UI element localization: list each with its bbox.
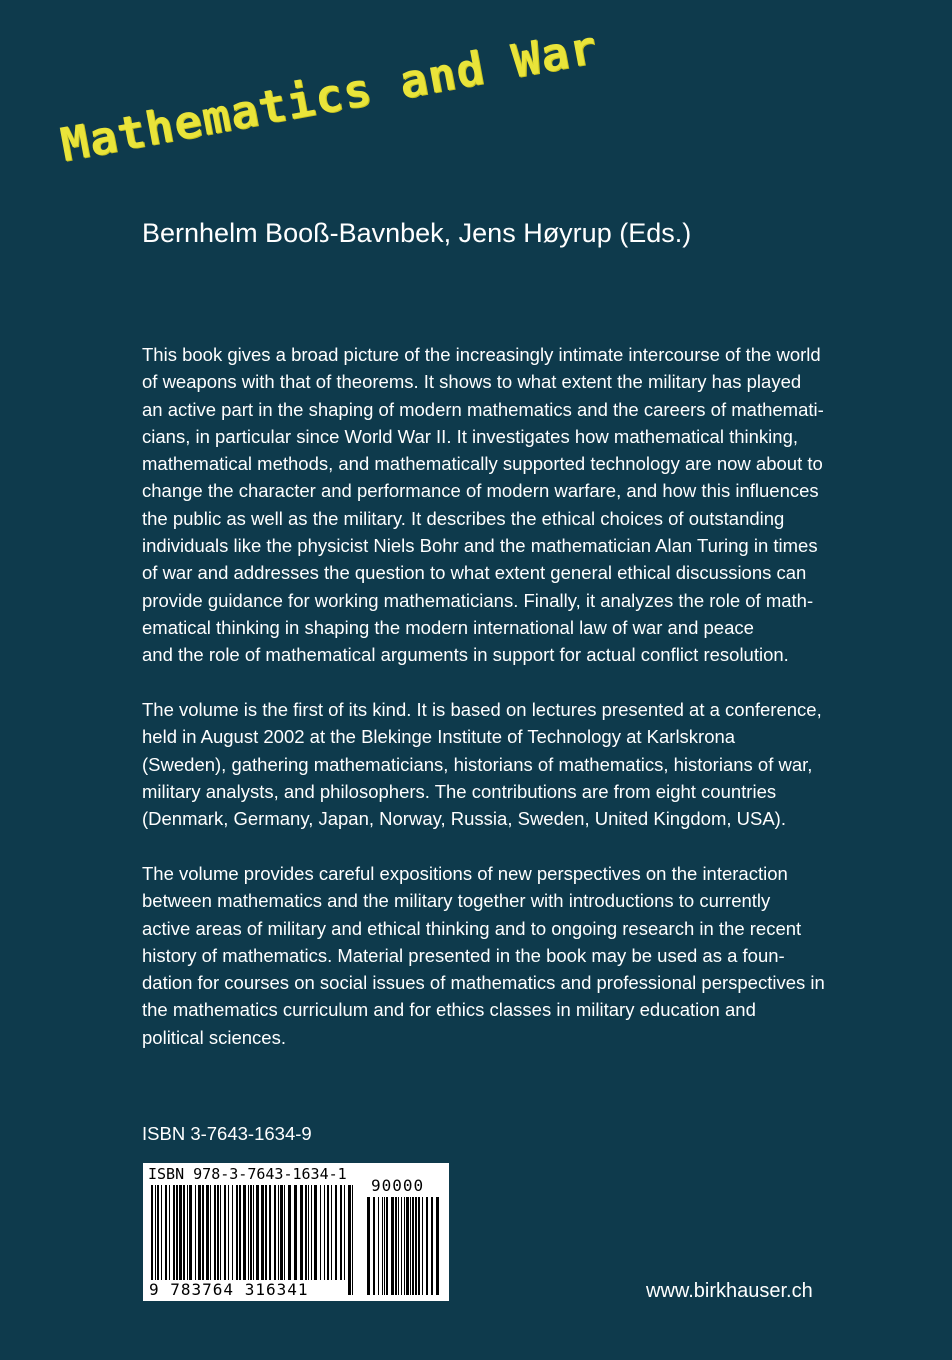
barcode-bar bbox=[165, 1185, 167, 1280]
barcode-bar bbox=[183, 1185, 185, 1280]
barcode-bar bbox=[239, 1185, 241, 1280]
barcode-bar bbox=[189, 1185, 192, 1280]
text-line: the mathematics curriculum and for ethics classes in military education and bbox=[142, 999, 756, 1021]
barcode-bar bbox=[300, 1185, 303, 1280]
barcode-bar bbox=[410, 1197, 411, 1295]
text-line: The volume provides careful expositions of new perspectives on the interaction bbox=[142, 863, 788, 884]
barcode-bar bbox=[367, 1197, 370, 1295]
barcode-bar bbox=[269, 1185, 271, 1280]
text-line: This book gives a broad picture of the increasingly intimate intercourse of the world bbox=[142, 344, 821, 365]
barcode-bar bbox=[151, 1185, 153, 1295]
paragraph-3 bbox=[142, 860, 832, 1051]
barcode-bar bbox=[391, 1197, 394, 1295]
barcode-bar bbox=[386, 1197, 388, 1295]
barcode-bar bbox=[173, 1185, 175, 1280]
barcode-bar bbox=[294, 1185, 297, 1280]
text-line: between mathematics and the military together with introductions to currently bbox=[142, 890, 771, 912]
paragraph-2 bbox=[142, 696, 832, 832]
barcode-bar bbox=[404, 1197, 405, 1295]
text-line: history of mathematics. Material presented in the book may be used as a foun- bbox=[142, 944, 785, 966]
text-line: the public as well as the military. It describes the ethical choices of outstanding bbox=[142, 507, 785, 529]
barcode-bar bbox=[320, 1185, 321, 1280]
barcode-bar bbox=[187, 1185, 188, 1280]
barcode-bar bbox=[198, 1185, 201, 1280]
text-line: (Denmark, Germany, Japan, Norway, Russia, Sweden, United Kingdom, USA). bbox=[142, 808, 786, 830]
text-line: of weapons with that of theorems. It shows to what extent the military has played bbox=[142, 371, 802, 393]
text-line: individuals like the physicist Niels Bohr and the mathematician Alan Turing in times bbox=[142, 535, 818, 557]
barcode bbox=[143, 1163, 449, 1301]
barcode-bar bbox=[248, 1185, 249, 1295]
barcode-bar bbox=[161, 1185, 162, 1280]
barcode-bar bbox=[278, 1185, 279, 1280]
barcode-bar bbox=[210, 1185, 211, 1280]
barcode-bar bbox=[352, 1185, 353, 1295]
barcode-bar bbox=[206, 1185, 209, 1280]
barcode-bar bbox=[340, 1185, 342, 1280]
barcode-bar bbox=[344, 1185, 345, 1280]
barcode-bar bbox=[217, 1185, 219, 1280]
barcode-bar bbox=[220, 1185, 221, 1280]
barcode-bar bbox=[280, 1185, 283, 1280]
barcode-bar bbox=[253, 1185, 254, 1295]
barcode-bar bbox=[314, 1185, 317, 1280]
barcode-bar bbox=[382, 1197, 383, 1295]
barcode-bar bbox=[324, 1185, 325, 1280]
text-line: change the character and performance of modern warfare, and how this influences bbox=[142, 480, 819, 502]
barcode-bar bbox=[288, 1185, 291, 1280]
barcode-bar bbox=[426, 1197, 428, 1295]
barcode-bar bbox=[224, 1185, 226, 1280]
text-line: provide guidance for working mathematicians. Finally, it analyzes the role of math- bbox=[142, 589, 814, 611]
barcode-isbn-label: ISBN 978-3-7643-1634-1 bbox=[148, 1165, 347, 1183]
barcode-bar bbox=[384, 1197, 385, 1295]
barcode-bar bbox=[265, 1185, 267, 1280]
barcode-bar bbox=[373, 1197, 375, 1295]
barcode-bar bbox=[412, 1197, 414, 1295]
barcode-bar bbox=[418, 1197, 420, 1295]
paragraph-1 bbox=[142, 341, 832, 669]
barcode-bar bbox=[378, 1197, 379, 1295]
barcode-bar bbox=[398, 1197, 399, 1295]
editors: Bernhelm Booß-Bavnbek, Jens Høyrup (Eds.) bbox=[142, 218, 692, 248]
barcode-bar bbox=[155, 1185, 156, 1295]
barcode-bar bbox=[176, 1185, 178, 1280]
text-line: The volume is the first of its kind. It is based on lectures presented at a conference, bbox=[142, 699, 822, 720]
barcode-bar bbox=[305, 1185, 307, 1280]
text-line: military analysts, and philosophers. The contributions are from eight countries bbox=[142, 780, 777, 802]
text-line: dation for courses on social issues of mathematics and professional perspectives in bbox=[142, 972, 825, 994]
barcode-bar bbox=[169, 1185, 170, 1280]
barcode-bar bbox=[395, 1197, 397, 1295]
barcode-bar bbox=[308, 1185, 309, 1280]
barcode-bar bbox=[202, 1185, 204, 1280]
barcode-bar bbox=[232, 1185, 233, 1280]
barcode-bar bbox=[179, 1185, 182, 1280]
book-title: Mathematics and War bbox=[56, 19, 603, 172]
barcode-bar bbox=[195, 1185, 196, 1280]
barcode-bar bbox=[228, 1185, 229, 1280]
text-line: political sciences. bbox=[142, 1026, 286, 1048]
text-line: (Sweden), gathering mathematicians, historians of mathematics, historians of war, bbox=[142, 753, 813, 775]
barcode-bar bbox=[431, 1197, 433, 1295]
barcode-bar bbox=[157, 1185, 159, 1280]
text-line: mathematical methods, and mathematically supported technology are now about to bbox=[142, 453, 823, 475]
barcode-bar bbox=[331, 1185, 332, 1280]
barcode-bar bbox=[311, 1185, 312, 1280]
text-line: held in August 2002 at the Blekinge Institute of Technology at Karlskrona bbox=[142, 726, 736, 748]
text-line: active areas of military and ethical thinking and to ongoing research in the recent bbox=[142, 917, 802, 939]
barcode-addon-digits: 90000 bbox=[371, 1176, 425, 1195]
barcode-bar bbox=[436, 1197, 439, 1295]
text-line: ematical thinking in shaping the modern international law of war and peace bbox=[142, 616, 754, 638]
text-line: an active part in the shaping of modern mathematics and the careers of mathemati- bbox=[142, 398, 824, 420]
barcode-bar bbox=[406, 1197, 409, 1295]
barcode-bar bbox=[236, 1185, 238, 1280]
barcode-bar bbox=[401, 1197, 402, 1295]
barcode-bar bbox=[256, 1185, 259, 1280]
text-line: of war and addresses the question to what extent general ethical discussions can bbox=[142, 562, 807, 584]
barcode-bar bbox=[243, 1185, 246, 1280]
isbn-number: ISBN 3-7643-1634-9 bbox=[142, 1123, 312, 1144]
text-line: cians, in particular since World War II. It investigates how mathematical thinking, bbox=[142, 425, 798, 447]
barcode-bar bbox=[274, 1185, 276, 1280]
barcode-bar bbox=[348, 1185, 351, 1295]
barcode-bar bbox=[335, 1185, 337, 1280]
text-line: and the role of mathematical arguments in support for actual conflict resolution. bbox=[142, 644, 789, 666]
barcode-bar bbox=[422, 1197, 423, 1295]
barcode-bar bbox=[214, 1185, 216, 1280]
barcode-bar bbox=[415, 1197, 417, 1295]
barcode-bar bbox=[327, 1185, 329, 1280]
barcode-bar bbox=[250, 1185, 252, 1295]
publisher-website[interactable]: www.birkhauser.ch bbox=[646, 1280, 813, 1302]
barcode-bar bbox=[284, 1185, 285, 1280]
barcode-bar bbox=[261, 1185, 264, 1280]
barcode-digits: 9 783764 316341 bbox=[149, 1280, 309, 1299]
